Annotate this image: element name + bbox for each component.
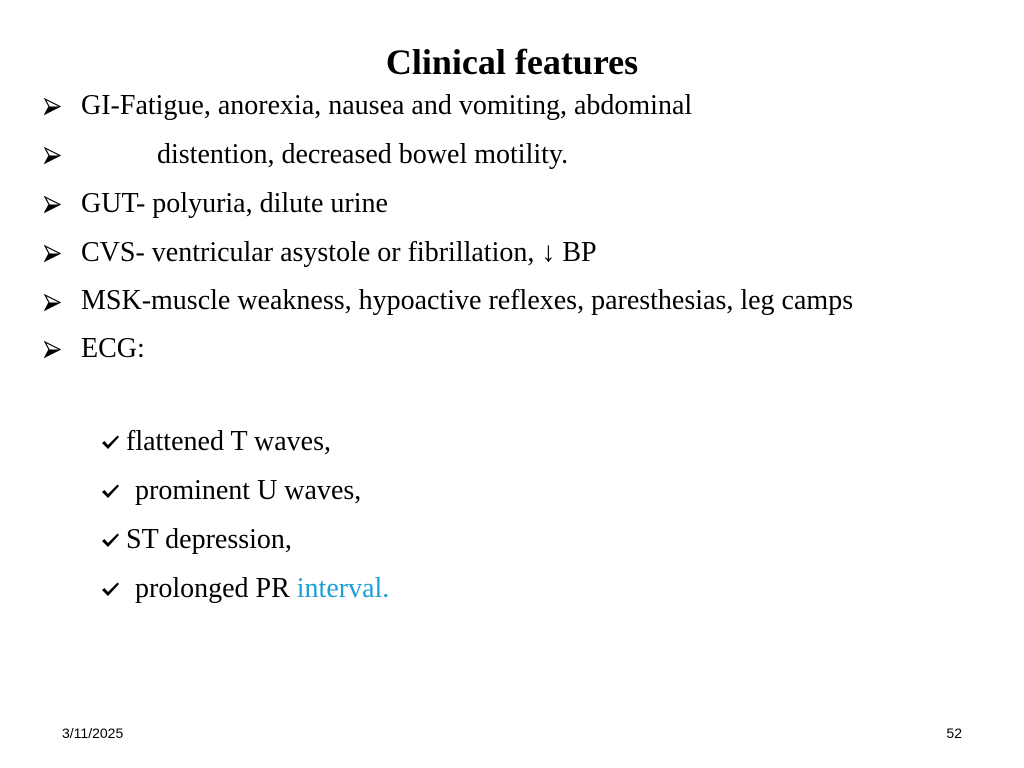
slide-title: Clinical features bbox=[385, 42, 639, 82]
bullet-text: distention, decreased bowel motility. bbox=[157, 139, 569, 170]
bullet-item-cvs bbox=[44, 233, 964, 273]
arrowhead-bullet-icon bbox=[44, 341, 61, 358]
arrowhead-bullet-icon bbox=[44, 196, 61, 213]
ecg-item-pr-interval bbox=[44, 569, 964, 609]
bullet-item-gi-continued bbox=[44, 135, 964, 175]
checkmark-icon bbox=[101, 581, 120, 598]
checkmark-icon bbox=[101, 532, 120, 549]
bullet-item-gi bbox=[44, 86, 964, 126]
ecg-item-text: flattened T waves, bbox=[126, 426, 332, 457]
checkmark-icon bbox=[101, 434, 120, 451]
arrowhead-bullet-icon bbox=[44, 294, 61, 311]
footer-date: 3/11/2025 bbox=[62, 725, 124, 741]
ecg-item-u-waves bbox=[44, 471, 964, 511]
ecg-item-text: ST depression, bbox=[126, 524, 292, 555]
arrowhead-bullet-icon bbox=[44, 98, 61, 115]
footer-page-number: 52 bbox=[946, 725, 962, 741]
ecg-item-highlight: interval. bbox=[296, 573, 390, 604]
bullet-text: ECG: bbox=[81, 333, 145, 364]
bullet-text: MSK-muscle weakness, hypoactive reflexes, paresthesias, leg camps bbox=[81, 285, 854, 316]
bullet-text: CVS- ventricular asystole or fibrillation, ↓ BP bbox=[81, 237, 597, 268]
ecg-item-text: prolonged PR bbox=[135, 573, 297, 604]
ecg-item-st-depression bbox=[44, 520, 964, 560]
bullet-text: GI-Fatigue, anorexia, nausea and vomiting, abdominal bbox=[81, 90, 693, 121]
ecg-item-text: prominent U waves, bbox=[135, 475, 362, 506]
bullet-item-gut bbox=[44, 184, 964, 224]
arrowhead-bullet-icon bbox=[44, 147, 61, 164]
ecg-item-t-waves bbox=[44, 422, 964, 462]
checkmark-icon bbox=[101, 483, 120, 500]
bullet-item-msk bbox=[44, 282, 964, 320]
bullet-list bbox=[44, 86, 964, 378]
bullet-item-ecg bbox=[44, 329, 964, 369]
ecg-sub-list bbox=[44, 422, 964, 618]
arrowhead-bullet-icon bbox=[44, 245, 61, 262]
bullet-text: GUT- polyuria, dilute urine bbox=[81, 188, 388, 219]
